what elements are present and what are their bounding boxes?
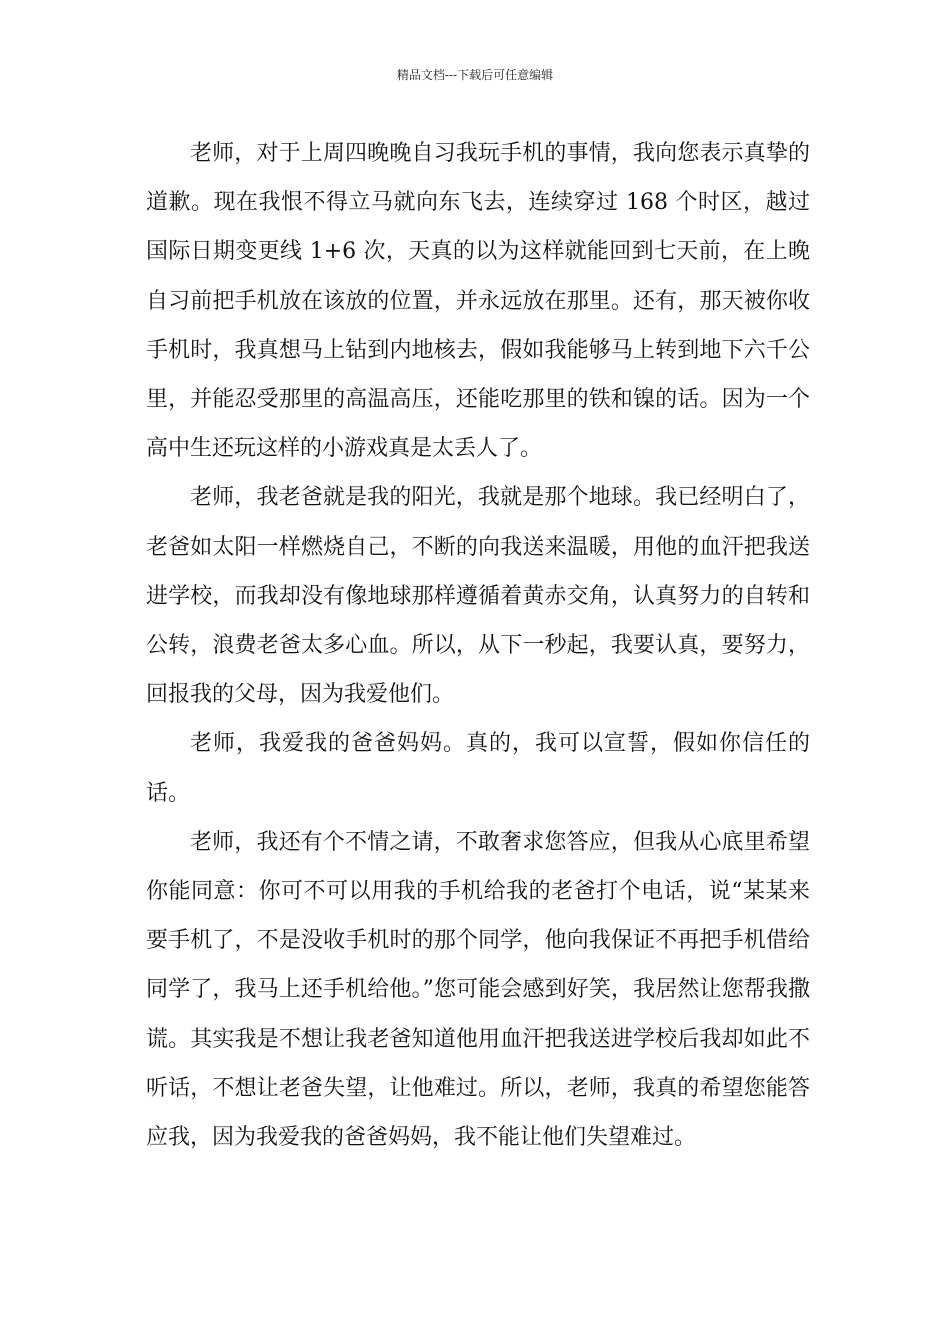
document-body: [146, 129, 810, 1162]
paragraph-3: 老师，我爱我的爸爸妈妈。真的，我可以宣誓，假如你信任的话。: [146, 731, 810, 806]
page-header: 精品文档---下载后可任意编辑: [396, 68, 554, 82]
paragraph-4: 老师，我还有个不情之请，不敢奢求您答应，但我从心底里希望你能同意：你可不可以用我的手机给我的老爸打个电话，说“某某来要手机了，不是没收手机时的那个同学，他向我保证不再把手机借给同学了，我马上还手机给他。”您可能会感到好笑，我居然让您帮我撒谎。其实我是不想让我老爸知道他用血汗把我送进学校后我却如此不听话，不想让老爸失望，让他难过。所以，老师，我真的希望您能答应我，因为我爱我的爸爸妈妈，我不能让他们失望难过。: [146, 829, 810, 1151]
paragraph-1: 老师，对于上周四晚晚自习我玩手机的事情，我向您表示真挚的道歉。现在我恨不得立马就向东飞去，连续穿过 168 个时区，越过国际日期变更线 1+6 次，天真的以为这样就能回到七天前，在上晚自习前把手机放在该放的位置，并永远放在那里。还有，那天被你收手机时，我真想马上钻到内地核去，假如我能够马上转到地下六千公里，并能忍受那里的高温高压，还能吃那里的铁和镍的话。因为一个高中生还玩这样的小游戏真是太丢人了。: [146, 141, 810, 462]
paragraph-2: 老师，我老爸就是我的阳光，我就是那个地球。我已经明白了，老爸如太阳一样燃烧自己，不断的向我送来温暖，用他的血汗把我送进学校，而我却没有像地球那样遵循着黄赤交角，认真努力的自转和公转，浪费老爸太多心血。所以，从下一秒起，我要认真，要努力，回报我的父母，因为我爱他们。: [146, 485, 810, 708]
